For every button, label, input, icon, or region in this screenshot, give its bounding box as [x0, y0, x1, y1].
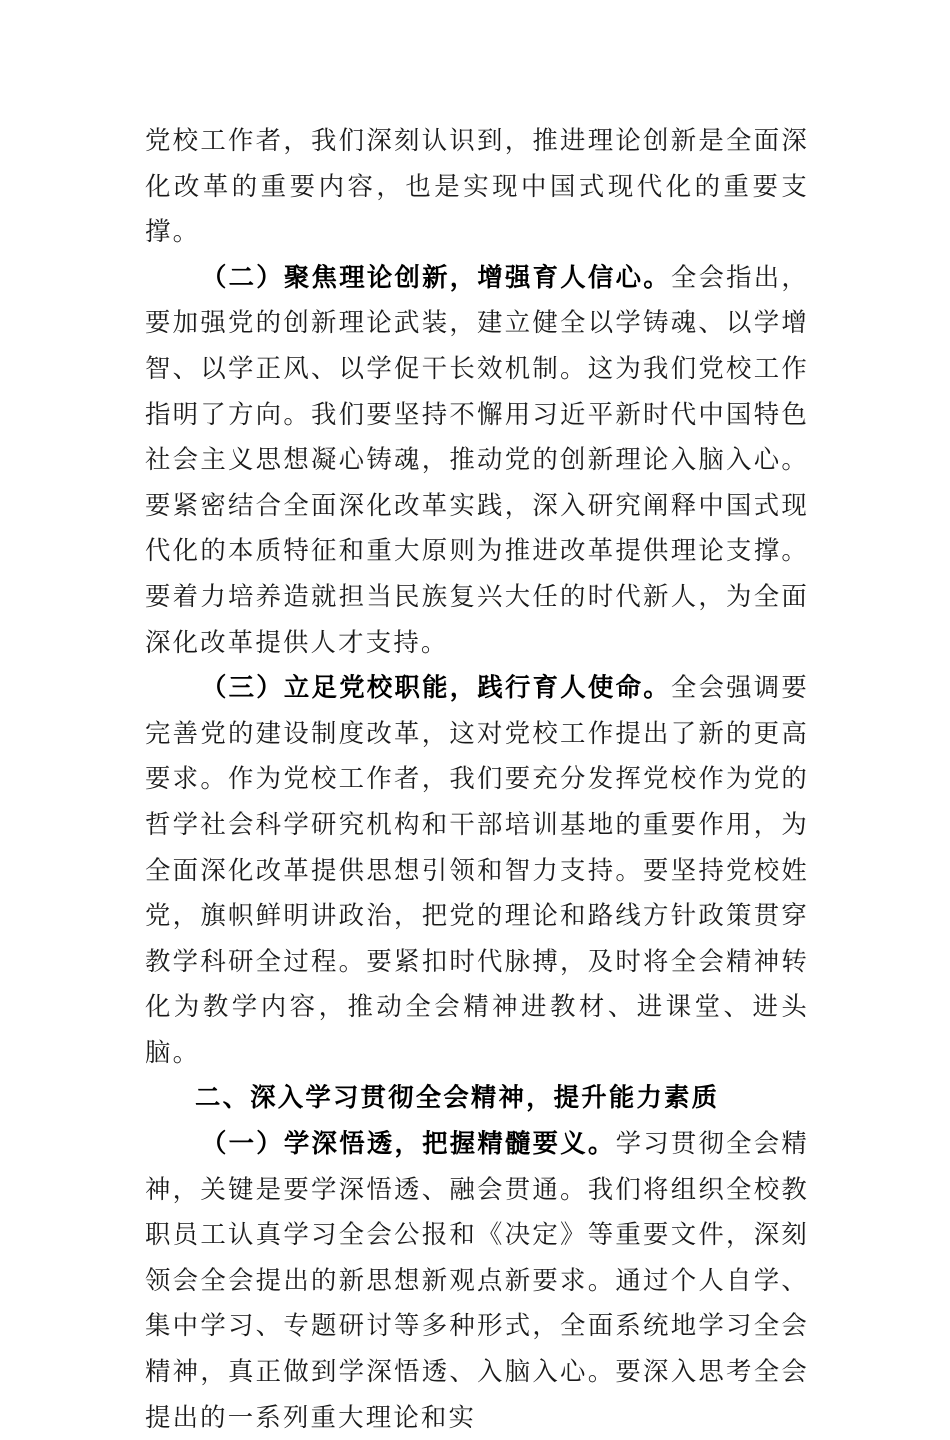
paragraph-continuation: [145, 118, 809, 255]
paragraph-lead-heading: （一）学深悟透，把握精髓要义。: [201, 1128, 616, 1159]
paragraph-subsection-1: [145, 1121, 809, 1440]
section-heading: [145, 1075, 809, 1121]
paragraph-text: 学习贯彻全会精神，关键是要学深悟透、融会贯通。我们将组织全校教职员工认真学习全会公报和《决定》等重要文件，深刻领会全会提出的新思想新观点新要求。通过个人自学、集中学习、专题研讨等多种形式，全面系统地学习全会精神，真正做到学深悟透、入脑入心。要深入思考全会提出的一系列重大理论和实: [145, 1128, 809, 1432]
paragraph-lead-heading: （三）立足党校职能，践行育人使命。: [201, 672, 671, 703]
paragraph-section-3: [145, 665, 809, 1075]
section-heading-text: 二、深入学习贯彻全会精神，提升能力素质: [195, 1082, 720, 1113]
paragraph-lead-heading: （二）聚焦理论创新，增强育人信心。: [201, 261, 671, 292]
document-body: [145, 118, 809, 1440]
paragraph-text: 全会强调要完善党的建设制度改革，这对党校工作提出了新的更高要求。作为党校工作者，我们要充分发挥党校作为党的哲学社会科学研究机构和干部培训基地的重要作用，为全面深化改革提供思想引领和智力支持。要坚持党校姓党，旗帜鲜明讲政治，把党的理论和路线方针政策贯穿教学科研全过程。要紧扣时代脉搏，及时将全会精神转化为教学内容，推动全会精神进教材、进课堂、进头脑。: [145, 672, 810, 1067]
paragraph-text: 全会指出，要加强党的创新理论武装，建立健全以学铸魂、以学增智、以学正风、以学促干长效机制。这为我们党校工作指明了方向。我们要坚持不懈用习近平新时代中国特色社会主义思想凝心铸魂，推动党的创新理论入脑入心。要紧密结合全面深化改革实践，深入研究阐释中国式现代化的本质特征和重大原则为推进改革提供理论支撑。要着力培养造就担当民族复兴大任的时代新人，为全面深化改革提供人才支持。: [145, 261, 810, 657]
paragraph-section-2: [145, 255, 809, 665]
paragraph-text: 党校工作者，我们深刻认识到，推进理论创新是全面深化改革的重要内容，也是实现中国式现代化的重要支撑。: [145, 125, 809, 247]
